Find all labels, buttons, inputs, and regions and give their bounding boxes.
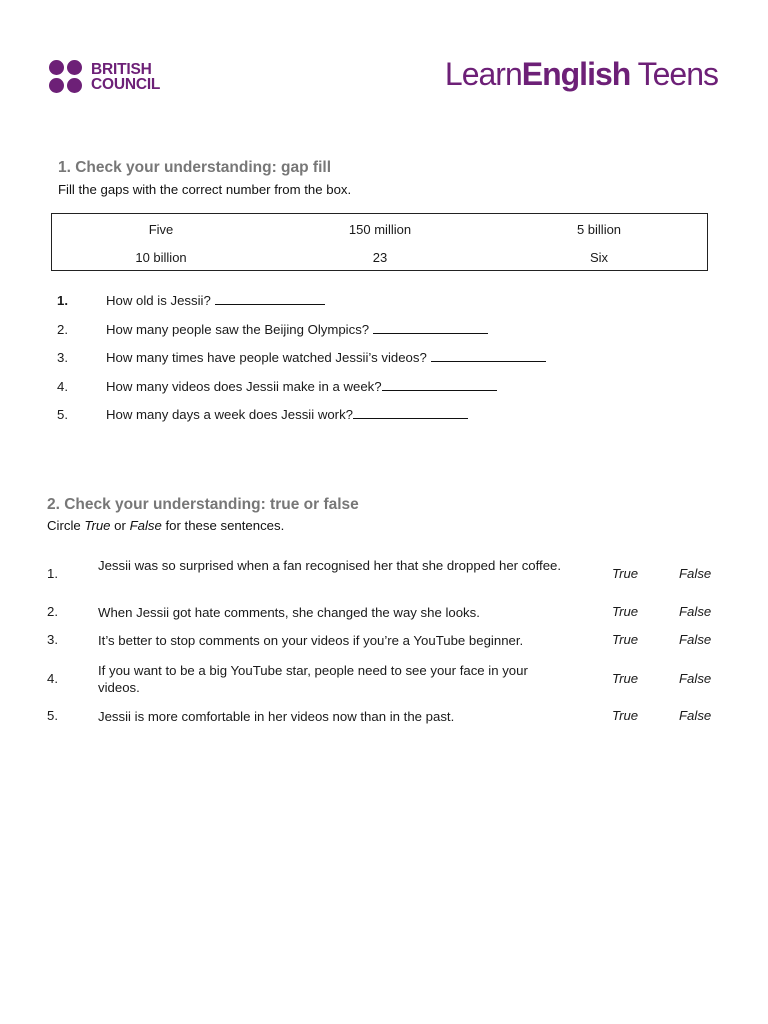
- answer-blank[interactable]: [382, 379, 497, 391]
- item-statement: When Jessii got hate comments, she changed the way she looks.: [98, 605, 480, 620]
- le-logo-english: English: [521, 56, 631, 92]
- answer-blank[interactable]: [373, 322, 488, 334]
- box-cell: Five: [148, 222, 174, 237]
- bc-logo-line1: BRITISH: [91, 61, 152, 78]
- item-statement: Jessii was so surprised when a fan recognised her that she dropped her coffee.: [98, 558, 562, 573]
- instruction-pre: Circle: [47, 518, 85, 533]
- question-number: 5.: [57, 407, 68, 422]
- learnenglish-teens-logo: [445, 56, 718, 93]
- le-logo-teens: Teens: [630, 56, 718, 92]
- section2-title: 2. Check your understanding: true or false: [47, 496, 359, 513]
- true-option[interactable]: True: [612, 566, 639, 581]
- british-council-logo: [49, 59, 160, 95]
- le-logo-learn: Learn: [444, 56, 522, 92]
- item-statement: If you want to be a big YouTube star, people need to see your face in your videos.: [98, 663, 528, 695]
- true-option[interactable]: True: [612, 632, 639, 647]
- question-text: How many times have people watched Jessii’s videos?: [106, 350, 427, 365]
- true-option[interactable]: True: [612, 708, 639, 723]
- item-statement: It’s better to stop comments on your videos if you’re a YouTube beginner.: [98, 633, 524, 648]
- question-text: How many videos does Jessii make in a week?: [106, 379, 382, 394]
- false-option[interactable]: False: [679, 632, 712, 647]
- item-number: 5.: [47, 708, 58, 723]
- true-option[interactable]: True: [612, 671, 639, 686]
- bc-logo-line2: COUNCIL: [91, 76, 161, 93]
- instruction-post: for these sentences.: [161, 518, 285, 533]
- box-cell: Six: [589, 250, 609, 265]
- section2-instruction: [47, 518, 284, 533]
- british-council-dots-icon: [49, 59, 85, 95]
- answer-blank[interactable]: [215, 293, 325, 305]
- question-text: How old is Jessii?: [106, 293, 211, 308]
- false-option[interactable]: False: [679, 604, 712, 619]
- section1-title: 1. Check your understanding: gap fill: [58, 159, 332, 176]
- answer-blank[interactable]: [431, 350, 546, 362]
- instruction-false: False: [129, 518, 162, 533]
- box-cell: 10 billion: [135, 250, 187, 265]
- item-number: 3.: [47, 632, 58, 647]
- false-option[interactable]: False: [679, 671, 712, 686]
- item-number: 4.: [47, 671, 58, 686]
- question-number: 1.: [57, 293, 68, 308]
- number-word-box: [51, 213, 708, 271]
- question-number: 2.: [57, 322, 68, 337]
- british-council-wordmark: [91, 62, 160, 92]
- box-cell: 23: [372, 250, 388, 265]
- answer-blank[interactable]: [353, 407, 468, 419]
- true-option[interactable]: True: [612, 604, 639, 619]
- question-text: How many days a week does Jessii work?: [106, 407, 354, 422]
- section1-instruction: Fill the gaps with the correct number from the box.: [58, 182, 352, 197]
- question-number: 4.: [57, 379, 68, 394]
- box-cell: 150 million: [348, 222, 412, 237]
- false-option[interactable]: False: [679, 566, 712, 581]
- instruction-mid: or: [110, 518, 130, 533]
- false-option[interactable]: False: [679, 708, 712, 723]
- box-cell: 5 billion: [576, 222, 622, 237]
- item-statement: Jessii is more comfortable in her videos now than in the past.: [98, 709, 455, 724]
- question-number: 3.: [57, 350, 68, 365]
- instruction-true: True: [84, 518, 111, 533]
- item-number: 1.: [47, 566, 58, 581]
- question-text: How many people saw the Beijing Olympics?: [106, 322, 370, 337]
- item-number: 2.: [47, 604, 58, 619]
